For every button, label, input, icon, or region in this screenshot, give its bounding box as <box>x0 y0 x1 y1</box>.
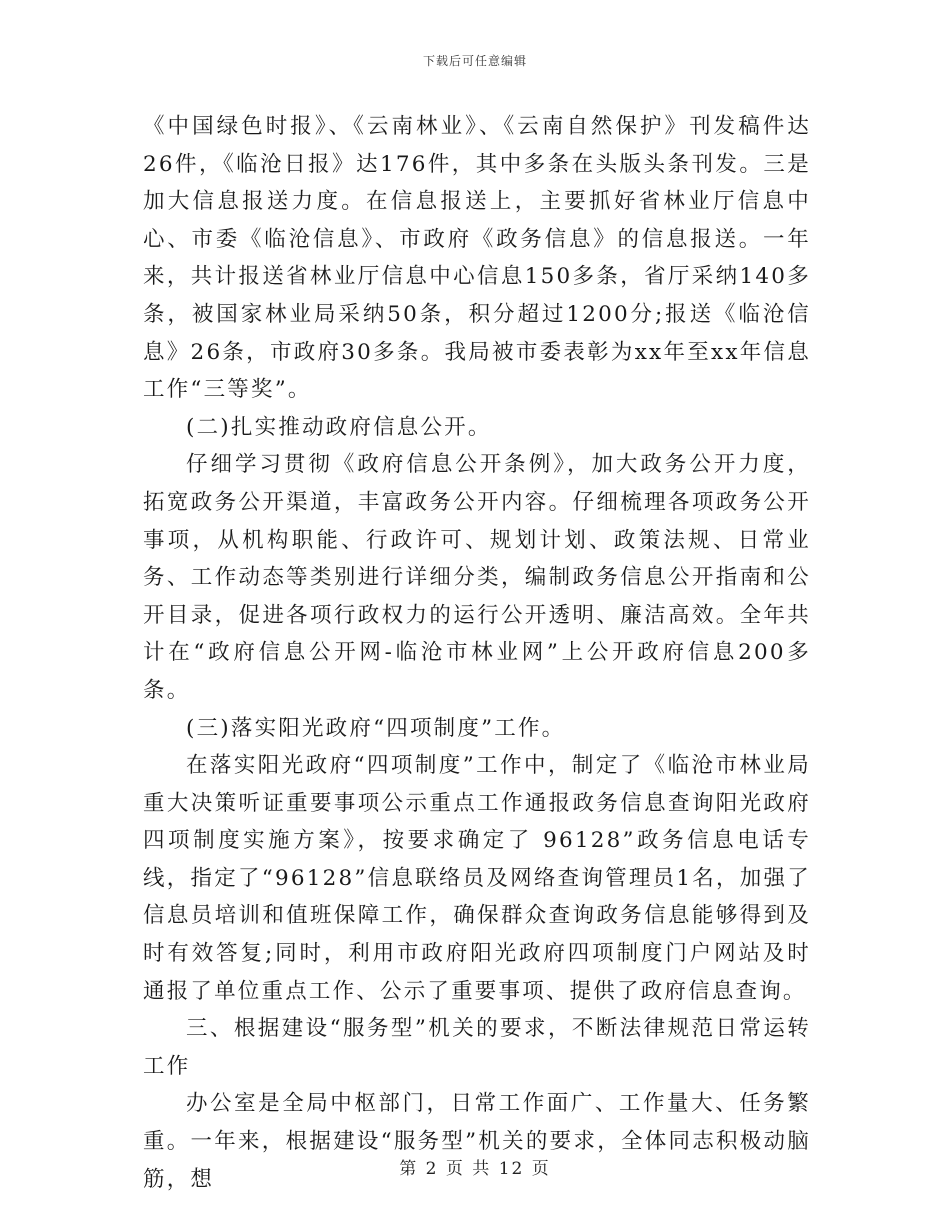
section-heading-info-disclosure: (二)扎实推动政府信息公开。 <box>186 414 492 440</box>
paragraph-four-systems: 在落实阳光政府“四项制度”工作中，制定了《临沧市林业局重大决策听证重要事项公示重点工作通报政务信息查询阳光政府四项制度实施方案》，按要求确定了 96128”政务信息电话专线，指定了“96128”信息联络员及网络查询管理员1名，加强了信息员培训和值班保障工作，确保群众查询政务信息能够得到及时有效答复;同时，利用市政府阳光政府四项制度门户网站及时通报了单位重点工作、公示了重要事项、提供了政府信息查询。 <box>143 753 811 1004</box>
page-footer: 第 2 页 共 12 页 <box>399 1159 551 1179</box>
document-body <box>143 108 811 1198</box>
paragraph-info-disclosure: 仔细学习贯彻《政府信息公开条例》，加大政务公开力度，拓宽政务公开渠道，丰富政务公开内容。仔细梳理各项政务公开事项，从机构职能、行政许可、规划计划、政策法规、日常业务、工作动态等类别进行详细分类，编制政务信息公开指南和公开目录，促进各项行政权力的运行公开透明、廉洁高效。全年共计在“政府信息公开网-临沧市林业网”上公开政府信息200多条。 <box>143 452 811 703</box>
page-header: 下载后可任意编辑 <box>422 54 527 68</box>
paragraph-office-work: 办公室是全局中枢部门，日常工作面广、工作量大、任务繁重。一年来，根据建设“服务型”机关的要求，全体同志积极动脑筋，想 <box>143 1091 811 1192</box>
section-heading-service-oriented: 三、根据建设“服务型”机关的要求，不断法律规范日常运转工作 <box>143 1016 811 1079</box>
section-heading-four-systems: (三)落实阳光政府“四项制度”工作。 <box>186 715 566 741</box>
paragraph-info-reporting: 《中国绿色时报》、《云南林业》、《云南自然保护》刊发稿件达26件，《临沧日报》达176件，其中多条在头版头条刊发。三是加大信息报送力度。在信息报送上，主要抓好省林业厅信息中心、市委《临沧信息》、市政府《政务信息》的信息报送。一年来，共计报送省林业厅信息中心信息150多条，省厅采纳140多条，被国家林业局采纳50条，积分超过1200分;报送《临沧信息》26条，市政府30多条。我局被市委表彰为xx年至xx年信息工作“三等奖”。 <box>143 114 811 403</box>
